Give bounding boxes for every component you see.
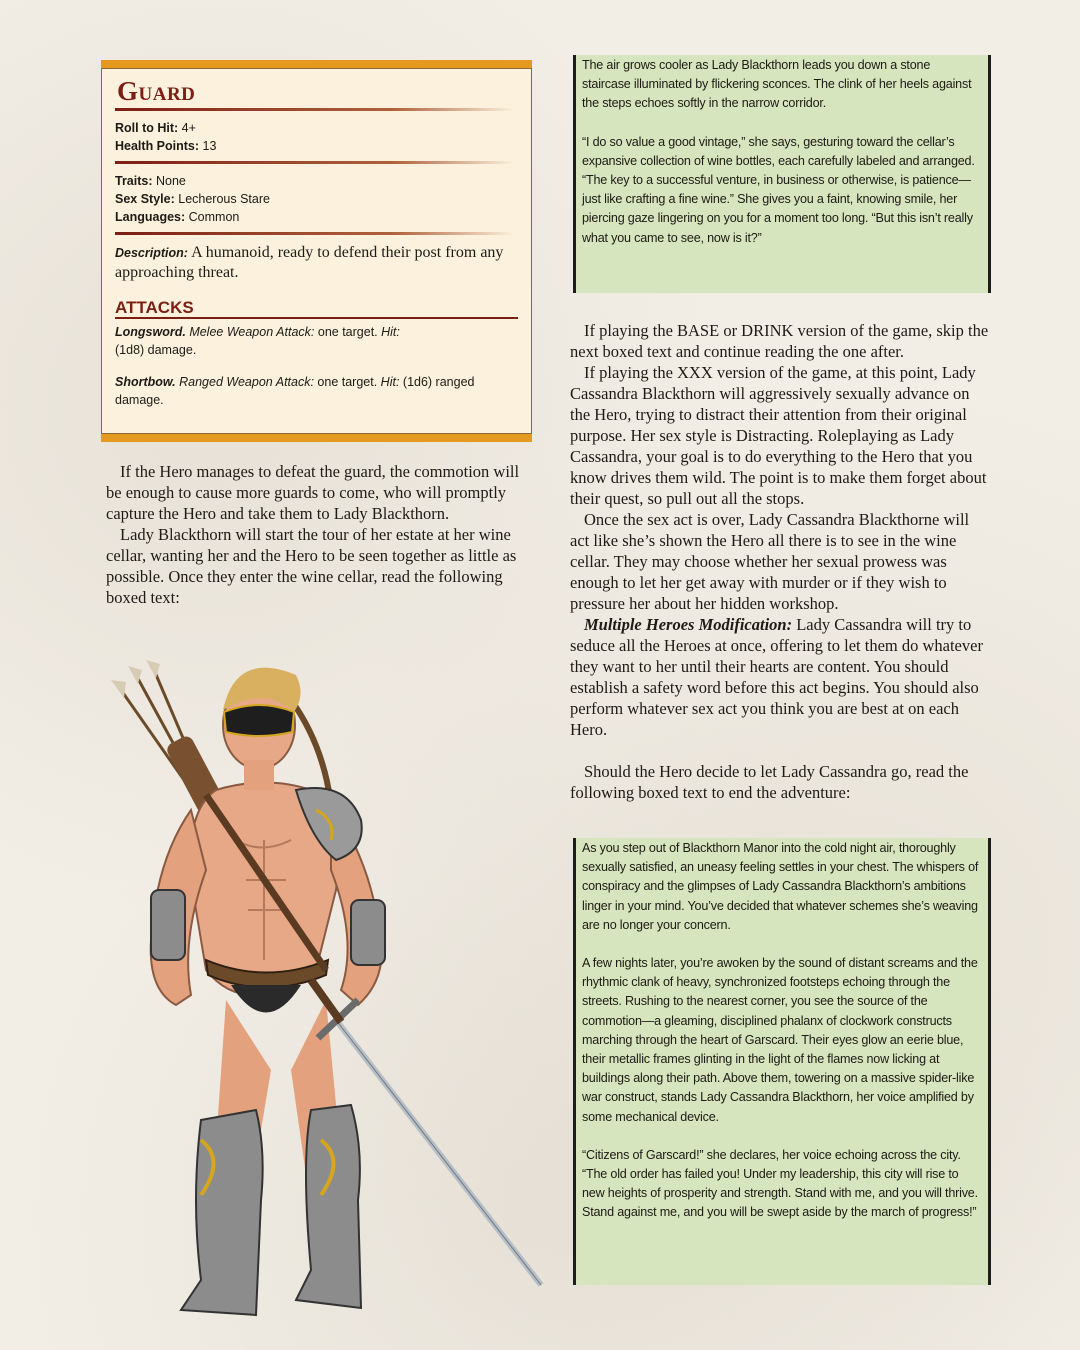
paragraph: Lady Blackthorn will start the tour of her estate at her wine cellar, wanting her and the Hero to be seen together as little as possible. Once they enter the wine cellar, read the following boxed text: [106, 525, 517, 607]
divider [115, 161, 514, 164]
attacks-heading: ATTACKS [115, 299, 518, 319]
box-paragraph: The air grows cooler as Lady Blackthorn leads you down a stone staircase illuminated by flickering sconces. The clink of her heels against the steps echoes softly in the narrow corridor. [582, 58, 972, 111]
box-paragraph: “I do so value a good vintage,” she says, gesturing toward the cellar’s expansive collection of wine bottles, each carefully labeled and arranged. “The key to a successful venture, in business or otherwise, is patience—just like crafting a fine wine.” She gives you a faint, knowing smile, her piercing gaze lingering on you for a moment too long. “But this isn’t really what you came to see, now is it?” [582, 134, 975, 245]
right-column-text [570, 320, 992, 803]
traits-line: Traits: None [115, 174, 186, 188]
paragraph: Once the sex act is over, Lady Cassandra Blackthorne will act like she’s shown the Hero all there is to see in the wine cellar. They may choose whether her sexual prowess was enough to let her get away with murder or if they wish to pressure her about her hidden workshop. [570, 510, 970, 613]
sex-style-line: Sex Style: Lecherous Stare [115, 192, 270, 206]
paragraph: If the Hero manages to defeat the guard, the commotion will be enough to cause more guards to come, who will promptly capture the Hero and take them to Lady Blackthorn. [106, 462, 520, 523]
boxed-text-wine-cellar [573, 55, 991, 293]
description: Description: A humanoid, ready to defend their post from any approaching threat. [115, 244, 504, 281]
languages-line: Languages: Common [115, 210, 240, 224]
guard-illustration [96, 640, 546, 1330]
divider [115, 108, 514, 111]
stat-block-title: Guard [117, 76, 196, 106]
paragraph: If playing the BASE or DRINK version of the game, skip the next boxed text and continue reading the one after. [570, 321, 989, 361]
boxed-text-ending [573, 838, 991, 1285]
health-points-line: Health Points: 13 [115, 139, 217, 153]
paragraph: If playing the XXX version of the game, at this point, Lady Cassandra Blackthorn will aggressively sexually advance on the Hero, trying to distract their attention from their original purpose. Her sex style is Distracting. Roleplaying as Lady Cassandra, your goal is to do everything to the Hero that you know drives them wild. The point is to make them forget about their quest, so pull out all the stops. [570, 363, 987, 508]
box-paragraph: As you step out of Blackthorn Manor into the cold night air, thoroughly sexually satisfied, an uneasy feeling settles in your chest. The whispers of conspiracy and the glimpses of Lady Cassandra Blackthorn’s ambitions linger in your mind. You’ve decided that whatever schemes she’s weaving are no longer your concern. [582, 841, 979, 932]
attack-longsword: Longsword. Melee Weapon Attack: one target. Hit: (1d8) damage. [115, 325, 400, 357]
left-column-text [106, 461, 526, 608]
paragraph: Multiple Heroes Modification: Lady Cassandra will try to seduce all the Heroes at once, offering to let them do whatever they want to her until their hearts are content. You should establish a safety word before this act begins. You should also perform whatever sex act you think you are best at on each Hero. [570, 615, 983, 739]
roll-to-hit-line: Roll to Hit: 4+ [115, 121, 196, 135]
paragraph: Should the Hero decide to let Lady Cassandra go, read the following boxed text to end the adventure: [570, 762, 969, 802]
stat-block [101, 60, 532, 442]
box-paragraph: “Citizens of Garscard!” she declares, her voice echoing across the city. “The old order has failed you! Under my leadership, this city will rise to new heights of prosperity and strength. Stand with me, and you will thrive. Stand against me, and you will be swept aside by the march of progress!” [582, 1147, 978, 1220]
attack-shortbow: Shortbow. Ranged Weapon Attack: one target. Hit: (1d6) ranged damage. [115, 375, 475, 407]
divider [115, 232, 514, 235]
box-paragraph: A few nights later, you’re awoken by the sound of distant screams and the rhythmic clank of heavy, synchronized footsteps echoing through the streets. Rushing to the nearest corner, you see the source of the commotion—a gleaming, disciplined phalanx of clockwork constructs marching through the heart of Garscard. Their eyes glow an eerie blue, their metallic frames glinting in the light of the flames now licking at buildings along their path. Above them, towering on a massive spider-like war construct, stands Lady Cassandra Blackthorn, her voice amplified by some mechanical device. [582, 956, 978, 1124]
